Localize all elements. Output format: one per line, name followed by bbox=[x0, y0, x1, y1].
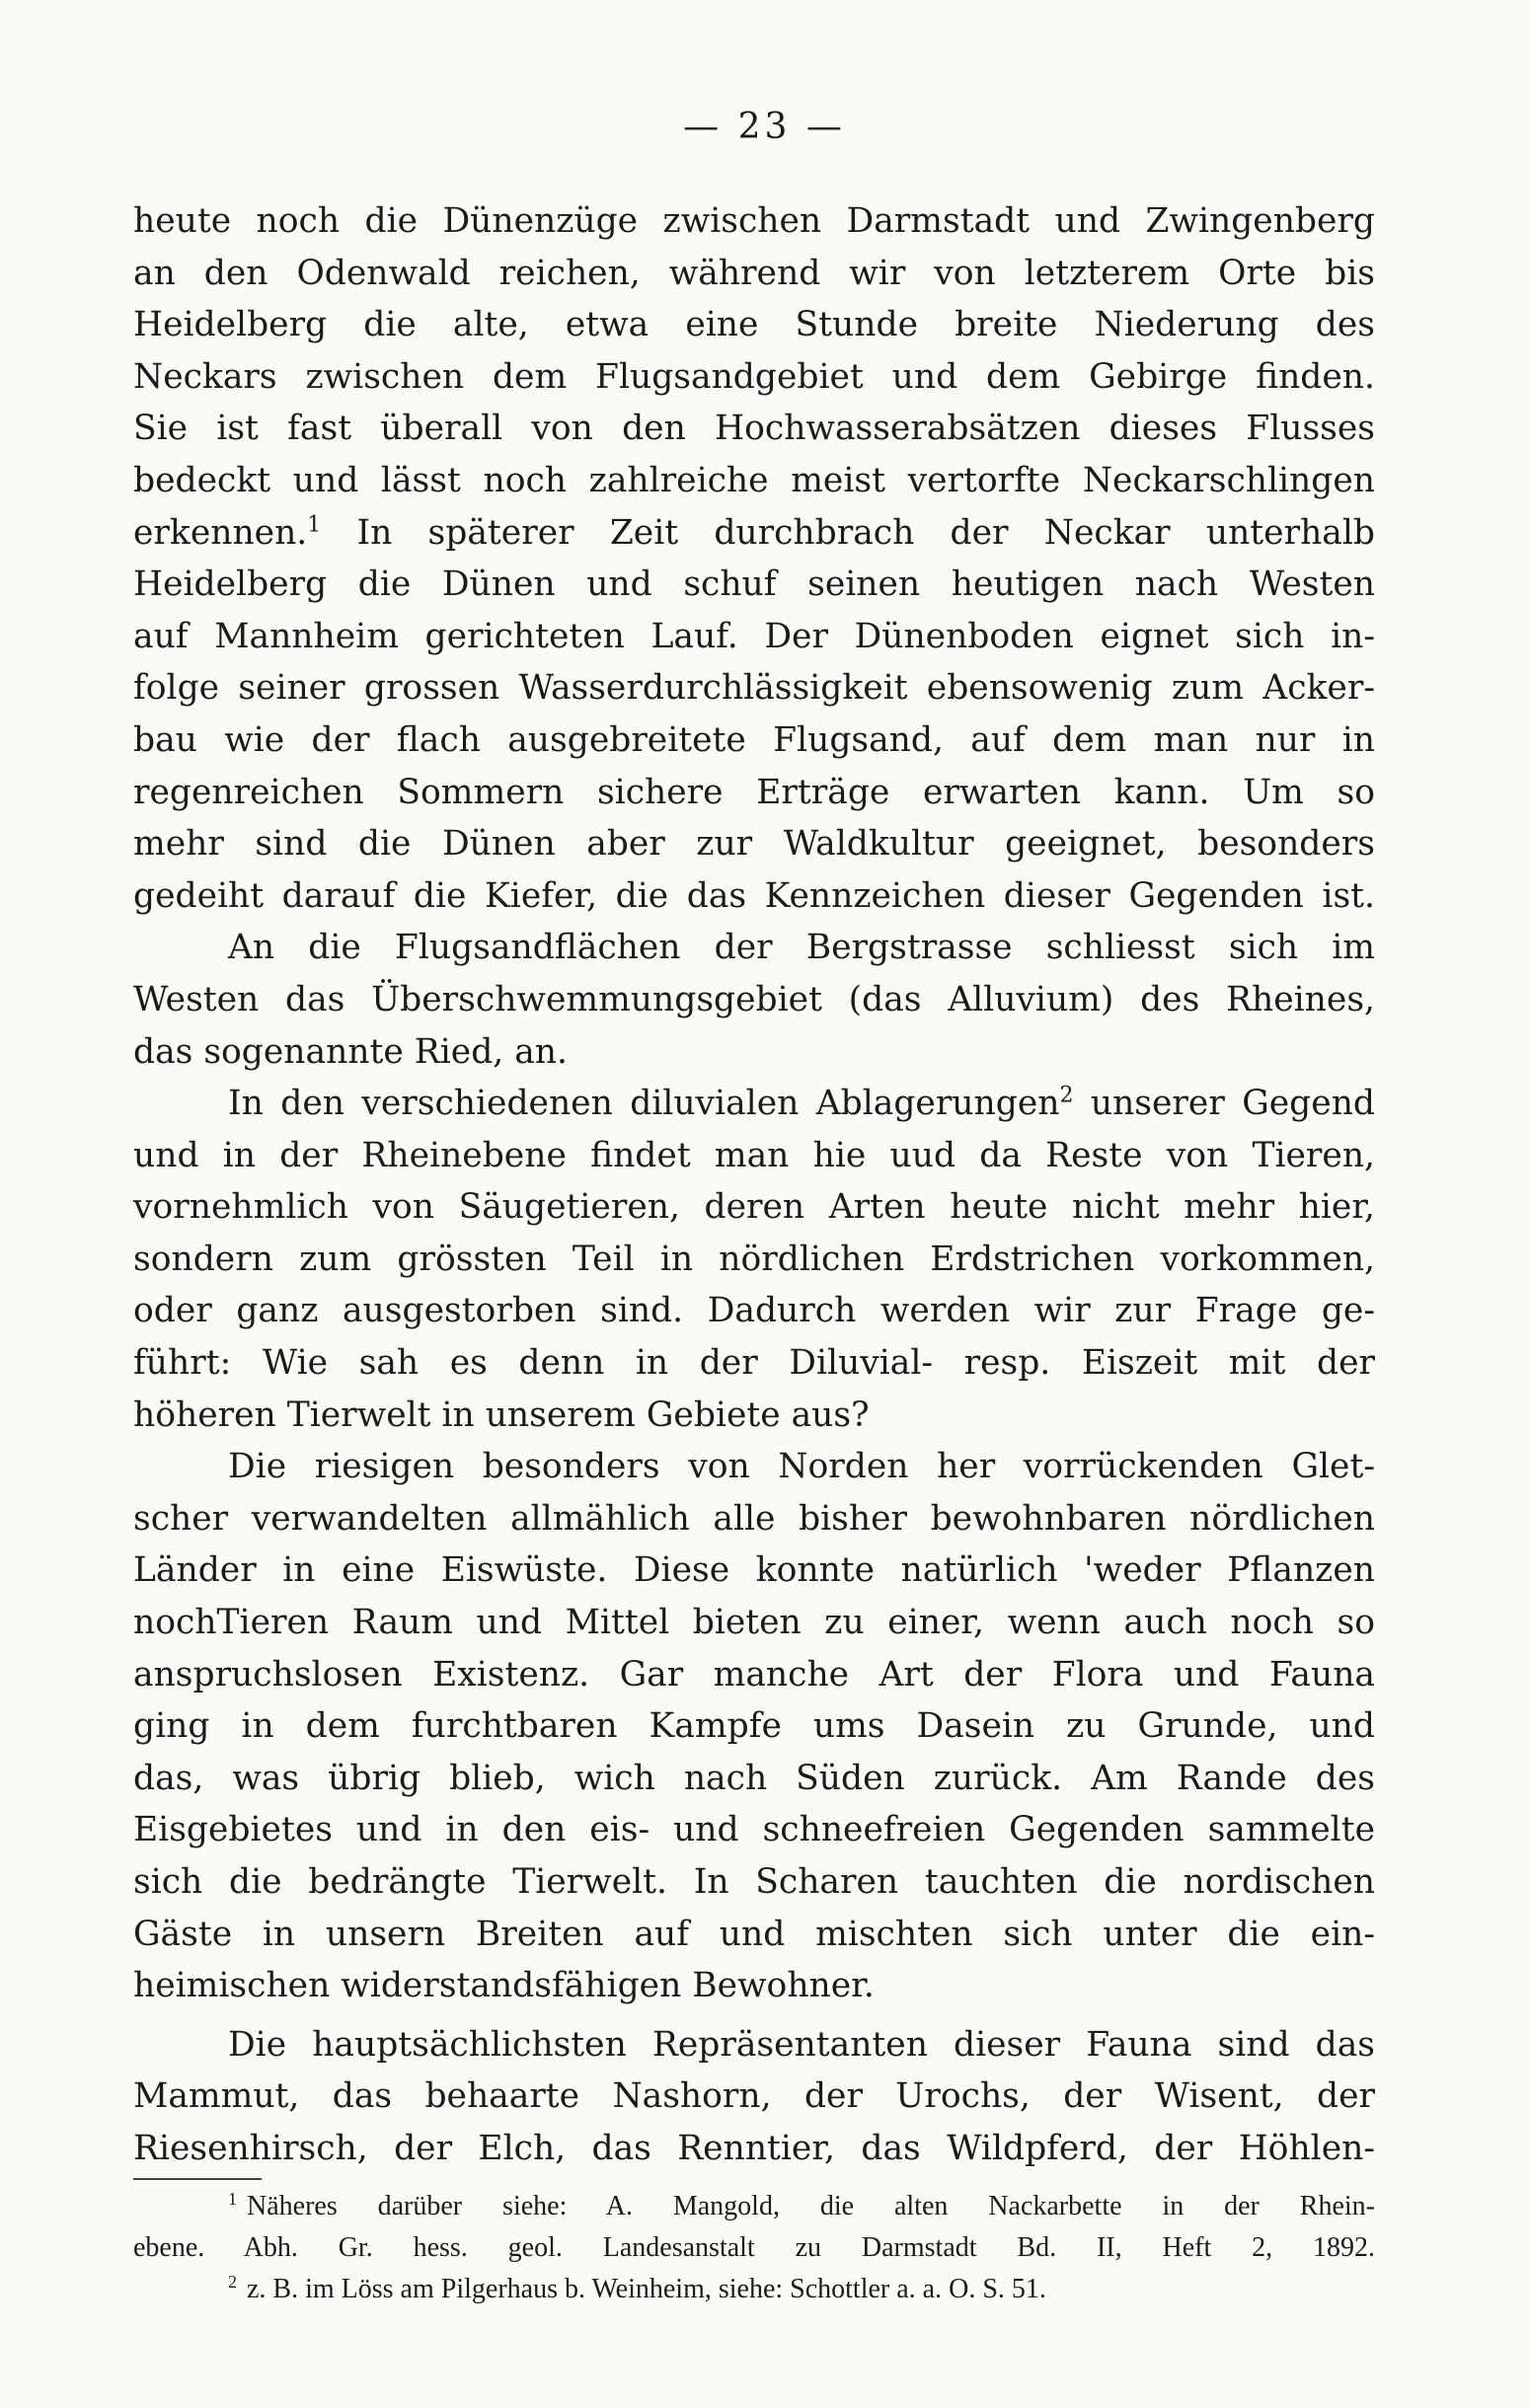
text-line: Sie ist fast überall von den Hochwasserabsätzen dieses Flusses bbox=[133, 409, 1375, 449]
footnote-1 bbox=[133, 2186, 1375, 2227]
text-line: Heidelberg die Dünen und schuf seinen heutigen nach Westen bbox=[133, 564, 1375, 605]
text-line: oder ganz ausgestorben sind. Dadurch werden wir zur Frage ge- bbox=[133, 1291, 1375, 1331]
text-line: Gäste in unsern Breiten auf und mischten sich unter die ein- bbox=[133, 1914, 1375, 1954]
text-line: Länder in eine Eiswüste. Diese konnte natürlich 'weder Pflanzen bbox=[133, 1550, 1375, 1591]
text-line: heute noch die Dünenzüge zwischen Darmstadt und Zwingenberg bbox=[133, 201, 1375, 241]
text-line bbox=[133, 507, 1375, 560]
text-line: Mammut, das behaarte Nashorn, der Urochs, der Wisent, der bbox=[133, 2076, 1375, 2117]
footnote-1-continuation: ebene. Abh. Gr. hess. geol. Landesanstalt zu Darmstadt Bd. II, Heft 2, 1892. bbox=[133, 2232, 1375, 2263]
footnotes bbox=[133, 2186, 1375, 2310]
footnote-text: Näheres darüber siehe: A. Mangold, die alten Nackarbette in der Rhein- bbox=[247, 2191, 1375, 2221]
text-line: Eisgebietes und in den eis- und schneefreien Gegenden sammelte bbox=[133, 1810, 1375, 1850]
footnote-marker: 1 bbox=[228, 2188, 237, 2209]
text-line: folge seiner grossen Wasserdurchlässigkeit ebensowenig zum Acker- bbox=[133, 668, 1375, 709]
text-line: Die riesigen besonders von Norden her vorrückenden Glet- bbox=[228, 1447, 1375, 1487]
text-line: bedeckt und lässt noch zahlreiche meist vertorfte Neckarschlingen bbox=[133, 460, 1375, 500]
page-number: — 23 — bbox=[683, 107, 846, 147]
text-line: mehr sind die Dünen aber zur Waldkultur geeignet, besonders bbox=[133, 824, 1375, 865]
text-line: und in der Rheinebene findet man hie uud da Reste von Tieren, bbox=[133, 1135, 1375, 1175]
footnote-divider bbox=[133, 2178, 262, 2180]
body-text bbox=[133, 195, 1375, 2175]
footnote-ref-1: 1 bbox=[307, 512, 322, 538]
text-line: höheren Tierwelt in unserem Gebiete aus? bbox=[133, 1394, 870, 1435]
text-line: bau wie der flach ausgebreitete Flugsand, auf dem man nur in bbox=[133, 719, 1375, 760]
text-line: Riesenhirsch, der Elch, das Renntier, das Wildpferd, der Höhlen- bbox=[133, 2128, 1375, 2168]
footnote-marker: 2 bbox=[228, 2271, 237, 2292]
text-line: Neckars zwischen dem Flugsandgebiet und dem Gebirge finden. bbox=[133, 356, 1375, 397]
text-line: Westen das Überschwemmungsgebiet (das Alluvium) des Rheines, bbox=[133, 979, 1375, 1019]
text-fragment: erkennen. bbox=[133, 512, 308, 553]
footnote-text: z. B. im Löss am Pilgerhaus b. Weinheim, siehe: Schottler a. a. O. S. 51. bbox=[247, 2274, 1046, 2304]
text-fragment: In späterer Zeit durchbrach der Neckar unterhalb bbox=[356, 512, 1375, 553]
text-line: nochTieren Raum und Mittel bieten zu einer, wenn auch noch so bbox=[133, 1603, 1375, 1643]
text-line: sich die bedrängte Tierwelt. In Scharen tauchten die nordischen bbox=[133, 1862, 1375, 1902]
text-fragment: unserer Gegend bbox=[1090, 1084, 1375, 1124]
text-line: scher verwandelten allmählich alle bisher bewohnbaren nördlichen bbox=[133, 1498, 1375, 1539]
text-line: das, was übrig blieb, wich nach Süden zurück. Am Rande des bbox=[133, 1758, 1375, 1798]
footnote-2 bbox=[133, 2269, 1375, 2310]
text-line: an den Odenwald reichen, während wir von letzterem Orte bis bbox=[133, 253, 1375, 293]
text-line: vornehmlich von Säugetieren, deren Arten heute nicht mehr hier, bbox=[133, 1187, 1375, 1228]
footnote-ref-2: 2 bbox=[1059, 1083, 1074, 1108]
text-line: ging in dem furchtbaren Kampfe ums Dasein zu Grunde, und bbox=[133, 1706, 1375, 1747]
text-line: heimischen widerstandsfähigen Bewohner. bbox=[133, 1966, 875, 2006]
text-line: auf Mannheim gerichteten Lauf. Der Dünenboden eignet sich in- bbox=[133, 616, 1375, 656]
text-line: Heidelberg die alte, etwa eine Stunde breite Niederung des bbox=[133, 305, 1375, 345]
text-line bbox=[133, 1078, 1375, 1130]
text-line: das sogenannte Ried, an. bbox=[133, 1031, 568, 1072]
text-line: Die hauptsächlichsten Repräsentanten dieser Fauna sind das bbox=[228, 2024, 1375, 2065]
text-line: anspruchslosen Existenz. Gar manche Art der Flora und Fauna bbox=[133, 1654, 1375, 1694]
text-line: regenreichen Sommern sichere Erträge erwarten kann. Um so bbox=[133, 772, 1375, 812]
text-line: An die Flugsandflächen der Bergstrasse schliesst sich im bbox=[228, 928, 1375, 968]
text-line: sondern zum grössten Teil in nördlichen Erdstrichen vorkommen, bbox=[133, 1239, 1375, 1279]
text-line: führt: Wie sah es denn in der Diluvial- resp. Eiszeit mit der bbox=[133, 1343, 1375, 1384]
text-fragment: In den verschiedenen diluvialen Ablagerungen bbox=[228, 1084, 1060, 1124]
text-line: gedeiht darauf die Kiefer, die das Kennzeichen dieser Gegenden ist. bbox=[133, 875, 1375, 916]
